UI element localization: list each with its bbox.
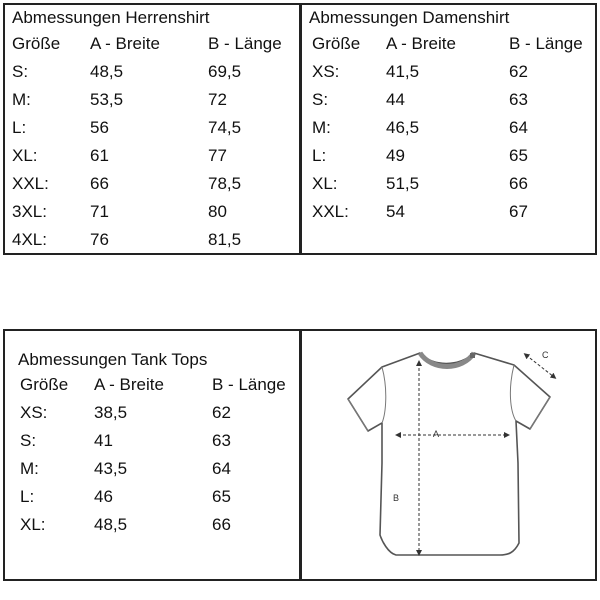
label-c: C — [542, 350, 549, 360]
herren-cell-width: 71 — [90, 202, 109, 221]
damen-cell-width: 41,5 — [386, 62, 420, 81]
damen-cell-length: 64 — [509, 118, 528, 137]
tshirt-diagram — [302, 331, 595, 579]
tank-cell-length: 64 — [212, 459, 231, 478]
herren-cell-size: XXL: — [12, 174, 49, 193]
tank-cell-width: 41 — [94, 431, 113, 450]
herren-cell-width: 66 — [90, 174, 109, 193]
damen-cell-length: 62 — [509, 62, 528, 81]
herren-cell-size: 3XL: — [12, 202, 47, 221]
tank-cell-size: XS: — [20, 403, 48, 422]
damen-table — [300, 3, 597, 255]
damen-cell-length: 63 — [509, 90, 528, 109]
herren-cell-size: M: — [12, 90, 31, 109]
damen-cell-width: 54 — [386, 202, 405, 221]
herren-cell-length: 80 — [208, 202, 227, 221]
tank-cell-size: M: — [20, 459, 39, 478]
damen-cell-length: 67 — [509, 202, 528, 221]
herren-cell-length: 77 — [208, 146, 227, 165]
tank-cell-size: XL: — [20, 515, 46, 534]
tank-cell-width: 46 — [94, 487, 113, 506]
tank-cell-length: 63 — [212, 431, 231, 450]
herren-header-length: B - Länge — [208, 34, 282, 53]
tank-cell-width: 38,5 — [94, 403, 128, 422]
herren-cell-width: 53,5 — [90, 90, 124, 109]
damen-header-length: B - Länge — [509, 34, 583, 53]
tank-table — [3, 329, 301, 581]
tank-cell-length: 65 — [212, 487, 231, 506]
herren-header-size: Größe — [12, 34, 61, 53]
tank-cell-length: 66 — [212, 515, 231, 534]
damen-cell-width: 51,5 — [386, 174, 420, 193]
damen-cell-length: 66 — [509, 174, 528, 193]
label-a: A — [433, 429, 440, 439]
tank-cell-size: L: — [20, 487, 35, 506]
damen-cell-size: XXL: — [312, 202, 349, 221]
label-b: B — [393, 493, 400, 503]
tank-cell-size: S: — [20, 431, 37, 450]
herren-cell-size: S: — [12, 62, 29, 81]
shirt-diagram-box — [300, 329, 597, 581]
tank-cell-width: 43,5 — [94, 459, 128, 478]
damen-cell-size: XS: — [312, 62, 340, 81]
herren-cell-size: L: — [12, 118, 27, 137]
damen-cell-length: 65 — [509, 146, 528, 165]
herren-cell-width: 61 — [90, 146, 109, 165]
herren-cell-length: 74,5 — [208, 118, 242, 137]
damen-cell-size: XL: — [312, 174, 338, 193]
damen-header-width: A - Breite — [386, 34, 456, 53]
herren-table — [3, 3, 301, 255]
herren-cell-length: 72 — [208, 90, 227, 109]
damen-title: Abmessungen Damenshirt — [309, 8, 510, 27]
tank-header-length: B - Länge — [212, 375, 286, 394]
damen-cell-size: M: — [312, 118, 331, 137]
damen-cell-size: L: — [312, 146, 327, 165]
herren-cell-length: 81,5 — [208, 230, 242, 249]
tank-header-size: Größe — [20, 375, 69, 394]
herren-cell-length: 69,5 — [208, 62, 242, 81]
herren-cell-size: XL: — [12, 146, 38, 165]
tank-title: Abmessungen Tank Tops — [18, 350, 208, 369]
tank-header-width: A - Breite — [94, 375, 164, 394]
measure-line-c — [526, 355, 554, 377]
herren-header-width: A - Breite — [90, 34, 160, 53]
herren-cell-width: 76 — [90, 230, 109, 249]
damen-cell-size: S: — [312, 90, 329, 109]
herren-cell-width: 48,5 — [90, 62, 124, 81]
damen-cell-width: 46,5 — [386, 118, 420, 137]
herren-cell-length: 78,5 — [208, 174, 242, 193]
herren-cell-size: 4XL: — [12, 230, 47, 249]
tank-cell-width: 48,5 — [94, 515, 128, 534]
tank-cell-length: 62 — [212, 403, 231, 422]
damen-cell-width: 49 — [386, 146, 405, 165]
herren-cell-width: 56 — [90, 118, 109, 137]
herren-title: Abmessungen Herrenshirt — [12, 8, 210, 27]
damen-header-size: Größe — [312, 34, 361, 53]
damen-cell-width: 44 — [386, 90, 405, 109]
tshirt-outline — [348, 353, 550, 555]
